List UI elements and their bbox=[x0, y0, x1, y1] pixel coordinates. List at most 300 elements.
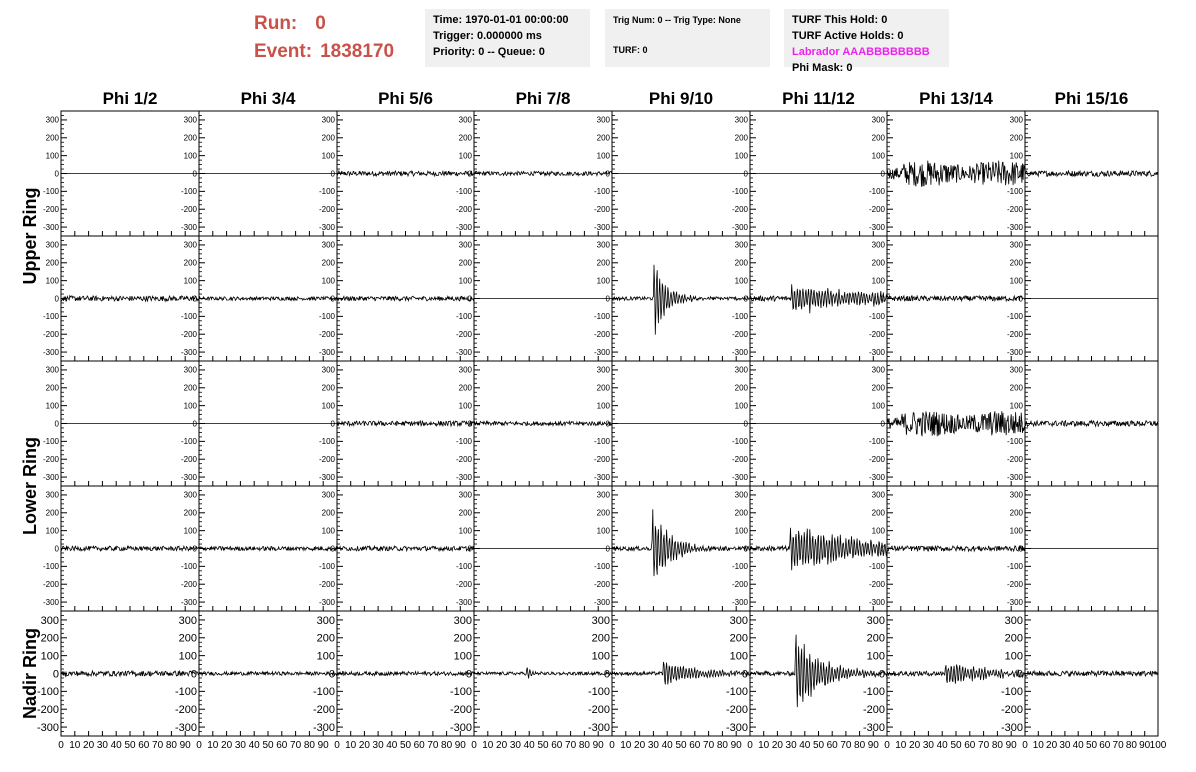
panel-r1-c7-ytick-label: -100 bbox=[868, 187, 885, 197]
xtick-label-c4: 60 bbox=[551, 740, 563, 751]
xtick-label-c3: 50 bbox=[399, 740, 412, 751]
panel-r5-c4-ytick-label: -100 bbox=[449, 686, 472, 699]
panel-r1-c3-ytick-label: 300 bbox=[321, 115, 335, 125]
xtick-label-c8: 30 bbox=[1059, 740, 1071, 751]
xtick-label-c6: 0 bbox=[747, 740, 753, 751]
xtick-label-c2: 20 bbox=[221, 740, 233, 751]
xtick-label-c2: 10 bbox=[207, 740, 219, 751]
panel-r1-c4-trace bbox=[474, 171, 612, 175]
panel-r4-c3-trace bbox=[337, 544, 474, 554]
panel-r4-c5-ytick-label: -300 bbox=[593, 597, 610, 607]
panel-r2-c8-ytick-label: -300 bbox=[1006, 347, 1023, 357]
xtick-label-c5: 30 bbox=[647, 740, 659, 751]
panel-r5-c5-ytick-label: 100 bbox=[591, 650, 610, 663]
panel-r5-c6-ytick-label: -100 bbox=[725, 686, 748, 699]
panel-r1-c1-ytick-label: 300 bbox=[45, 115, 59, 125]
column-title-7: Phi 13/14 bbox=[919, 89, 993, 108]
panel-r3-c7-trace bbox=[887, 411, 1025, 436]
xtick-label-c6: 30 bbox=[785, 740, 797, 751]
panel-r2-c3-ytick-label: 100 bbox=[321, 276, 335, 286]
trigger-text: Trigger: 0.000000 ms bbox=[433, 30, 542, 42]
panel-r5-c5-ytick-label: 200 bbox=[591, 632, 610, 645]
panel-r4-c1-trace bbox=[61, 544, 199, 554]
panel-r3-c2-ytick-label: 300 bbox=[183, 365, 197, 375]
panel-r5-c7-ytick-label: -200 bbox=[862, 704, 885, 717]
xtick-label-c8: 20 bbox=[1046, 740, 1058, 751]
panel-r3-c4-ytick-label: -100 bbox=[455, 437, 472, 447]
panel-r4-c5-ytick-label: -100 bbox=[593, 562, 610, 572]
panel-r1-c6-ytick-label: 300 bbox=[734, 115, 748, 125]
panel-r3-c5-ytick-label: 200 bbox=[596, 383, 610, 393]
panel-r1-c8-ytick-label: -200 bbox=[1006, 205, 1023, 215]
panel-r2-c4-ytick-label: -300 bbox=[455, 347, 472, 357]
panel-r4-c6-ytick-label: -300 bbox=[731, 597, 748, 607]
panel-r3-c4-ytick-label: 300 bbox=[458, 365, 472, 375]
panel-r2-c1-ytick-label: 300 bbox=[45, 240, 59, 250]
panel-r5-c8-ytick-label: 100 bbox=[1004, 650, 1023, 663]
panel-r4-c8-ytick-label: 200 bbox=[1009, 508, 1023, 518]
panel-r5-c7-trace bbox=[887, 665, 1025, 684]
panel-r5-c2-ytick-label: 100 bbox=[178, 650, 197, 663]
panel-r5-c7-ytick-label: 300 bbox=[866, 614, 885, 627]
xtick-label-c5: 10 bbox=[620, 740, 632, 751]
panel-r2-c4-ytick-label: -100 bbox=[455, 312, 472, 322]
panel-r5-c2-ytick-label: -300 bbox=[174, 721, 197, 734]
panel-r2-c6-trace bbox=[750, 284, 887, 313]
panel-r2-c2-ytick-label: -300 bbox=[180, 347, 197, 357]
panel-r2-c4-ytick-label: 0 bbox=[467, 294, 472, 304]
panel-r4-c1-ytick-label: -200 bbox=[42, 580, 59, 590]
panel-r5-c1-trace bbox=[61, 671, 199, 676]
panel-r4-c8-ytick-label: 100 bbox=[1009, 526, 1023, 536]
panel-r1-c2-ytick-label: 100 bbox=[183, 151, 197, 161]
xtick-label-c7: 80 bbox=[991, 740, 1003, 751]
panel-r5-c8-ytick-label: -200 bbox=[1000, 704, 1023, 717]
panel-r2-c3-ytick-label: -100 bbox=[318, 312, 335, 322]
panel-r4-c1-ytick-label: -300 bbox=[42, 597, 59, 607]
panel-r1-c6-ytick-label: 0 bbox=[743, 169, 748, 179]
panel-r5-c2-ytick-label: -100 bbox=[174, 686, 197, 699]
event-label: Event: bbox=[254, 41, 313, 62]
xtick-label-c8: 40 bbox=[1072, 740, 1084, 751]
panel-r3-c6-ytick-label: 100 bbox=[734, 401, 748, 411]
panel-r4-c6-ytick-label: 300 bbox=[734, 490, 748, 500]
panel-r4-c8-ytick-label: 300 bbox=[1009, 490, 1023, 500]
run-value: 0 bbox=[315, 13, 326, 34]
panel-r3-c1-ytick-label: -100 bbox=[42, 437, 59, 447]
panel-r5-c8-ytick-label: -300 bbox=[1000, 721, 1023, 734]
panel-r3-c7-ytick-label: 0 bbox=[880, 419, 885, 429]
panel-r3-c1-ytick-label: 300 bbox=[45, 365, 59, 375]
panel-r1-c8-trace bbox=[1025, 171, 1158, 177]
panel-r3-c2-ytick-label: 0 bbox=[192, 419, 197, 429]
panel-r1-c2-ytick-label: 200 bbox=[183, 133, 197, 143]
xtick-label-c6: 90 bbox=[867, 740, 879, 751]
panel-r1-c8-ytick-label: 300 bbox=[1009, 115, 1023, 125]
panel-r5-c6-ytick-label: 100 bbox=[729, 650, 748, 663]
panel-r2-c3-ytick-label: -200 bbox=[318, 330, 335, 340]
panel-r4-c4-ytick-label: -300 bbox=[455, 597, 472, 607]
panel-r1-c1-ytick-label: -300 bbox=[42, 222, 59, 232]
panel-r1-c2-ytick-label: -200 bbox=[180, 205, 197, 215]
xtick-label-c2: 40 bbox=[248, 740, 260, 751]
row-label-2: Lower Ring bbox=[20, 437, 40, 535]
panel-r4-c2-ytick-label: -100 bbox=[180, 562, 197, 572]
panel-r5-c1-ytick-label: 300 bbox=[40, 614, 59, 627]
panel-r1-c8-ytick-label: -100 bbox=[1006, 187, 1023, 197]
xtick-label-c5: 70 bbox=[703, 740, 715, 751]
xtick-label-c1: 80 bbox=[165, 740, 177, 751]
panel-r2-c7-ytick-label: 300 bbox=[871, 240, 885, 250]
panel-r4-c8-ytick-label: -300 bbox=[1006, 597, 1023, 607]
panel-r5-c8-ytick-label: 300 bbox=[1004, 614, 1023, 627]
panel-r1-c6-ytick-label: 100 bbox=[734, 151, 748, 161]
panel-r4-c2-trace bbox=[199, 546, 337, 550]
xtick-label-c4: 10 bbox=[482, 740, 494, 751]
panel-r3-c5-ytick-label: -300 bbox=[593, 472, 610, 482]
panel-r2-c7-ytick-label: 100 bbox=[871, 276, 885, 286]
panel-r4-c4-ytick-label: 100 bbox=[458, 526, 472, 536]
panel-r4-c6-trace bbox=[750, 528, 887, 570]
xtick-label-c3: 10 bbox=[345, 740, 357, 751]
xtick-label-c3: 30 bbox=[372, 740, 384, 751]
panel-r2-c5-ytick-label: 0 bbox=[605, 294, 610, 304]
panel-r2-c7-ytick-label: 200 bbox=[871, 258, 885, 268]
xtick-label-c3: 70 bbox=[427, 740, 439, 751]
panel-r5-c6-ytick-label: 0 bbox=[741, 668, 748, 681]
panel-r1-c2-ytick-label: 300 bbox=[183, 115, 197, 125]
xtick-label-c2: 30 bbox=[234, 740, 246, 751]
panel-r5-c6-ytick-label: 300 bbox=[729, 614, 748, 627]
panel-r2-c7-ytick-label: -200 bbox=[868, 330, 885, 340]
xtick-label-c7: 40 bbox=[936, 740, 948, 751]
panel-r1-c5-ytick-label: 200 bbox=[596, 133, 610, 143]
panel-r1-c4-ytick-label: 0 bbox=[467, 169, 472, 179]
panel-r4-c4-ytick-label: 200 bbox=[458, 508, 472, 518]
panel-r4-c1-ytick-label: 200 bbox=[45, 508, 59, 518]
panel-r1-c7-ytick-label: -200 bbox=[868, 205, 885, 215]
panel-r4-c7-ytick-label: 300 bbox=[871, 490, 885, 500]
panel-r5-c3-trace bbox=[337, 672, 474, 676]
panel-r4-c3-ytick-label: -100 bbox=[318, 562, 335, 572]
panel-r5-c2-trace bbox=[199, 672, 337, 676]
panel-r1-c5-ytick-label: -200 bbox=[593, 205, 610, 215]
panel-r4-c1-ytick-label: 300 bbox=[45, 490, 59, 500]
panel-r3-c1-ytick-label: 0 bbox=[54, 419, 59, 429]
row-label-3: Nadir Ring bbox=[20, 627, 40, 720]
xtick-label-c4: 80 bbox=[578, 740, 590, 751]
panel-r4-c6-ytick-label: -100 bbox=[731, 562, 748, 572]
panel-r3-c7-ytick-label: 300 bbox=[871, 365, 885, 375]
panel-r5-c7-ytick-label: 0 bbox=[878, 668, 885, 681]
panel-r1-c7-ytick-label: 300 bbox=[871, 115, 885, 125]
xtick-label-c3: 90 bbox=[454, 740, 466, 751]
panel-r2-c5-ytick-label: 300 bbox=[596, 240, 610, 250]
panel-r2-c6-ytick-label: 100 bbox=[734, 276, 748, 286]
panel-r1-c3-ytick-label: 100 bbox=[321, 151, 335, 161]
panel-r5-c3-ytick-label: -100 bbox=[312, 686, 335, 699]
panel-r1-c4-ytick-label: 300 bbox=[458, 115, 472, 125]
panel-r5-c5-ytick-label: 300 bbox=[591, 614, 610, 627]
panel-r1-c8-ytick-label: 0 bbox=[1018, 169, 1023, 179]
xtick-label-c1: 30 bbox=[96, 740, 108, 751]
xtick-label-c5: 40 bbox=[661, 740, 673, 751]
panel-r2-c8-ytick-label: 300 bbox=[1009, 240, 1023, 250]
panel-r2-c2-ytick-label: 100 bbox=[183, 276, 197, 286]
xtick-label-c6: 60 bbox=[826, 740, 838, 751]
panel-r2-c1-ytick-label: 200 bbox=[45, 258, 59, 268]
panel-r1-c5-ytick-label: 100 bbox=[596, 151, 610, 161]
panel-r5-c2-ytick-label: 0 bbox=[190, 668, 197, 681]
panel-r5-c4-ytick-label: -200 bbox=[449, 704, 472, 717]
panel-r4-c3-ytick-label: -200 bbox=[318, 580, 335, 590]
panel-r5-c7-ytick-label: -300 bbox=[862, 721, 885, 734]
panel-r1-c7-ytick-label: 0 bbox=[880, 169, 885, 179]
row-label-1: Upper Ring bbox=[20, 187, 40, 285]
panel-r3-c7-ytick-label: -200 bbox=[868, 455, 885, 465]
panel-r4-c2-ytick-label: 100 bbox=[183, 526, 197, 536]
xtick-label-c2: 80 bbox=[303, 740, 315, 751]
panel-r4-c7-ytick-label: 200 bbox=[871, 508, 885, 518]
xtick-label-c5: 80 bbox=[716, 740, 728, 751]
xtick-label-c2: 70 bbox=[290, 740, 302, 751]
panel-r3-c8-trace bbox=[1025, 421, 1158, 427]
panel-r1-c1-ytick-label: -200 bbox=[42, 205, 59, 215]
panel-r2-c5-ytick-label: -200 bbox=[593, 330, 610, 340]
xtick-label-c7: 0 bbox=[884, 740, 890, 751]
panel-r1-c3-ytick-label: 0 bbox=[330, 169, 335, 179]
xtick-label-c7: 20 bbox=[909, 740, 921, 751]
xtick-label-c4: 70 bbox=[565, 740, 577, 751]
panel-r2-c6-ytick-label: -200 bbox=[731, 330, 748, 340]
panel-r2-c5-ytick-label: -300 bbox=[593, 347, 610, 357]
panel-r4-c5-ytick-label: 200 bbox=[596, 508, 610, 518]
xtick-label-c1: 10 bbox=[69, 740, 81, 751]
panel-r4-c4-ytick-label: 300 bbox=[458, 490, 472, 500]
xtick-label-c3: 0 bbox=[334, 740, 340, 751]
xtick-label-c1: 60 bbox=[138, 740, 150, 751]
panel-r3-c6-ytick-label: -100 bbox=[731, 437, 748, 447]
xtick-label-c8: 100 bbox=[1149, 740, 1167, 751]
panel-r3-c7-ytick-label: -300 bbox=[868, 472, 885, 482]
panel-r2-c2-ytick-label: 0 bbox=[192, 294, 197, 304]
panel-r4-c2-ytick-label: -300 bbox=[180, 597, 197, 607]
panel-r1-c2-ytick-label: -100 bbox=[180, 187, 197, 197]
panel-r1-c1-ytick-label: 0 bbox=[54, 169, 59, 179]
panel-r3-c8-ytick-label: 100 bbox=[1009, 401, 1023, 411]
xtick-label-c6: 40 bbox=[799, 740, 811, 751]
panel-r5-c6-ytick-label: 200 bbox=[729, 632, 748, 645]
panel-r3-c8-ytick-label: 200 bbox=[1009, 383, 1023, 393]
panel-r3-c2-ytick-label: -100 bbox=[180, 437, 197, 447]
panel-r5-c3-ytick-label: 200 bbox=[316, 632, 335, 645]
panel-r2-c5-ytick-label: 200 bbox=[596, 258, 610, 268]
panel-r3-c8-ytick-label: -100 bbox=[1006, 437, 1023, 447]
panel-r1-c4-ytick-label: 100 bbox=[458, 151, 472, 161]
panel-r1-c8-ytick-label: 100 bbox=[1009, 151, 1023, 161]
xtick-label-c3: 80 bbox=[441, 740, 453, 751]
xtick-label-c2: 0 bbox=[196, 740, 202, 751]
panel-r3-c8-ytick-label: 300 bbox=[1009, 365, 1023, 375]
panel-r5-c1-ytick-label: -100 bbox=[36, 686, 59, 699]
column-title-6: Phi 11/12 bbox=[782, 89, 855, 108]
panel-r3-c1-ytick-label: -300 bbox=[42, 472, 59, 482]
panel-r3-c2-ytick-label: -200 bbox=[180, 455, 197, 465]
panel-r3-c3-ytick-label: -300 bbox=[318, 472, 335, 482]
xtick-label-c5: 50 bbox=[675, 740, 687, 751]
panel-r2-c6-ytick-label: -100 bbox=[731, 312, 748, 322]
panel-r5-c3-ytick-label: -200 bbox=[312, 704, 335, 717]
panel-r2-c5-ytick-label: 100 bbox=[596, 276, 610, 286]
xtick-label-c3: 20 bbox=[358, 740, 370, 751]
panel-r1-c2-ytick-label: 0 bbox=[192, 169, 197, 179]
xtick-label-c7: 60 bbox=[964, 740, 976, 751]
panel-r2-c4-ytick-label: 100 bbox=[458, 276, 472, 286]
xtick-label-c1: 70 bbox=[152, 740, 164, 751]
panel-r1-c3-ytick-label: -300 bbox=[318, 222, 335, 232]
panel-r4-c7-ytick-label: -100 bbox=[868, 562, 885, 572]
panel-r1-c6-ytick-label: -100 bbox=[731, 187, 748, 197]
xtick-label-c7: 10 bbox=[895, 740, 907, 751]
panel-r3-c4-ytick-label: 200 bbox=[458, 383, 472, 393]
panel-r3-c4-ytick-label: 100 bbox=[458, 401, 472, 411]
panel-r1-c7-trace bbox=[887, 161, 1025, 187]
panel-r3-c8-ytick-label: -200 bbox=[1006, 455, 1023, 465]
panel-r3-c4-ytick-label: -200 bbox=[455, 455, 472, 465]
panel-r3-c1-ytick-label: 200 bbox=[45, 383, 59, 393]
xtick-label-c8: 50 bbox=[1085, 740, 1098, 751]
labrador-text: Labrador AAABBBBBBBB bbox=[792, 46, 930, 58]
xtick-label-c1: 50 bbox=[124, 740, 136, 751]
xtick-label-c7: 90 bbox=[1005, 740, 1017, 751]
panel-r4-c6-ytick-label: 100 bbox=[734, 526, 748, 536]
panel-r3-c8-ytick-label: -300 bbox=[1006, 472, 1023, 482]
panel-r5-c4-ytick-label: 100 bbox=[453, 650, 472, 663]
panel-r1-c3-ytick-label: 200 bbox=[321, 133, 335, 143]
panel-r4-c6-ytick-label: 200 bbox=[734, 508, 748, 518]
event-value: 1838170 bbox=[320, 41, 395, 62]
panel-r3-c3-trace bbox=[337, 419, 474, 429]
panel-r2-c2-trace bbox=[199, 297, 337, 301]
xtick-label-c3: 60 bbox=[413, 740, 425, 751]
panel-r2-c6-ytick-label: 0 bbox=[743, 294, 748, 304]
panel-r1-c6-ytick-label: -200 bbox=[731, 205, 748, 215]
xtick-label-c1: 40 bbox=[110, 740, 122, 751]
panel-r3-c6-ytick-label: 0 bbox=[743, 419, 748, 429]
panel-r4-c5-ytick-label: -200 bbox=[593, 580, 610, 590]
panel-r5-c5-ytick-label: -200 bbox=[587, 704, 610, 717]
turf-this-hold-text: TURF This Hold: 0 bbox=[792, 14, 888, 26]
xtick-label-c5: 20 bbox=[634, 740, 646, 751]
panel-r4-c3-ytick-label: 300 bbox=[321, 490, 335, 500]
panel-r2-c1-ytick-label: -300 bbox=[42, 347, 59, 357]
panel-r5-c3-ytick-label: 300 bbox=[316, 614, 335, 627]
panel-r4-c6-ytick-label: -200 bbox=[731, 580, 748, 590]
panel-r4-c7-ytick-label: 0 bbox=[880, 544, 885, 554]
run-label: Run: bbox=[254, 13, 298, 34]
panel-r1-c5-ytick-label: -300 bbox=[593, 222, 610, 232]
column-title-1: Phi 1/2 bbox=[102, 89, 158, 108]
column-title-5: Phi 9/10 bbox=[648, 89, 714, 108]
panel-r1-c1-ytick-label: 200 bbox=[45, 133, 59, 143]
panel-r4-c6-ytick-label: 0 bbox=[743, 544, 748, 554]
panel-r2-c5-trace bbox=[612, 265, 750, 335]
panel-r5-c3-ytick-label: 100 bbox=[316, 650, 335, 663]
panel-r3-c6-ytick-label: 200 bbox=[734, 383, 748, 393]
xtick-label-c1: 20 bbox=[83, 740, 95, 751]
panel-r4-c4-ytick-label: -200 bbox=[455, 580, 472, 590]
panel-r3-c3-ytick-label: 100 bbox=[321, 401, 335, 411]
panel-r4-c3-ytick-label: 100 bbox=[321, 526, 335, 536]
panel-r4-c4-ytick-label: 0 bbox=[467, 544, 472, 554]
xtick-label-c8: 60 bbox=[1099, 740, 1111, 751]
panel-r5-c8-ytick-label: 200 bbox=[1004, 632, 1023, 645]
panel-r3-c2-ytick-label: -300 bbox=[180, 472, 197, 482]
panel-r2-c6-ytick-label: -300 bbox=[731, 347, 748, 357]
xtick-label-c7: 30 bbox=[922, 740, 934, 751]
panel-r2-c1-ytick-label: 0 bbox=[54, 294, 59, 304]
panel-r1-c5-ytick-label: 0 bbox=[605, 169, 610, 179]
panel-r5-c4-ytick-label: 200 bbox=[453, 632, 472, 645]
xtick-label-c4: 40 bbox=[523, 740, 535, 751]
xtick-label-c2: 90 bbox=[317, 740, 329, 751]
panel-r3-c6-ytick-label: -300 bbox=[731, 472, 748, 482]
panel-r5-c1-ytick-label: 200 bbox=[40, 632, 59, 645]
panel-r5-c2-ytick-label: 300 bbox=[178, 614, 197, 627]
xtick-label-c3: 40 bbox=[386, 740, 398, 751]
panel-r2-c7-ytick-label: -100 bbox=[868, 312, 885, 322]
panel-r4-c7-ytick-label: -200 bbox=[868, 580, 885, 590]
turf-text: TURF: 0 bbox=[613, 45, 648, 55]
panel-r4-c2-ytick-label: 200 bbox=[183, 508, 197, 518]
phi-mask-text: Phi Mask: 0 bbox=[792, 62, 853, 74]
panel-r2-c1-ytick-label: -200 bbox=[42, 330, 59, 340]
xtick-label-c5: 90 bbox=[730, 740, 742, 751]
xtick-label-c6: 10 bbox=[758, 740, 770, 751]
panel-r4-c1-ytick-label: 100 bbox=[45, 526, 59, 536]
panel-r2-c3-ytick-label: 200 bbox=[321, 258, 335, 268]
panel-r2-c3-ytick-label: -300 bbox=[318, 347, 335, 357]
panel-r2-c4-ytick-label: 200 bbox=[458, 258, 472, 268]
panel-r5-c1-ytick-label: -300 bbox=[36, 721, 59, 734]
xtick-label-c6: 80 bbox=[854, 740, 866, 751]
panel-r5-c7-ytick-label: 100 bbox=[866, 650, 885, 663]
panel-r3-c7-ytick-label: 100 bbox=[871, 401, 885, 411]
panel-r5-c2-ytick-label: 200 bbox=[178, 632, 197, 645]
panel-r2-c1-ytick-label: -100 bbox=[42, 312, 59, 322]
panel-r2-c2-ytick-label: -100 bbox=[180, 312, 197, 322]
panel-r1-c5-ytick-label: 300 bbox=[596, 115, 610, 125]
trig-num-text: Trig Num: 0 -- Trig Type: None bbox=[613, 15, 741, 25]
panel-r3-c4-trace bbox=[474, 421, 612, 425]
panel-r2-c2-ytick-label: 300 bbox=[183, 240, 197, 250]
panel-r3-c7-ytick-label: 200 bbox=[871, 383, 885, 393]
panel-r3-c1-ytick-label: 100 bbox=[45, 401, 59, 411]
panel-r1-c3-trace bbox=[337, 169, 474, 179]
xtick-label-c5: 0 bbox=[609, 740, 615, 751]
xtick-label-c4: 30 bbox=[509, 740, 521, 751]
panel-r5-c1-ytick-label: 100 bbox=[40, 650, 59, 663]
panel-r3-c7-ytick-label: -100 bbox=[868, 437, 885, 447]
panel-r2-c7-ytick-label: -300 bbox=[868, 347, 885, 357]
panel-r4-c8-ytick-label: 0 bbox=[1018, 544, 1023, 554]
panel-r3-c1-ytick-label: -200 bbox=[42, 455, 59, 465]
xtick-label-c7: 70 bbox=[978, 740, 990, 751]
panel-r5-c4-ytick-label: 300 bbox=[453, 614, 472, 627]
panel-r4-c1-ytick-label: -100 bbox=[42, 562, 59, 572]
panel-r5-c5-ytick-label: -100 bbox=[587, 686, 610, 699]
xtick-label-c4: 90 bbox=[592, 740, 604, 751]
